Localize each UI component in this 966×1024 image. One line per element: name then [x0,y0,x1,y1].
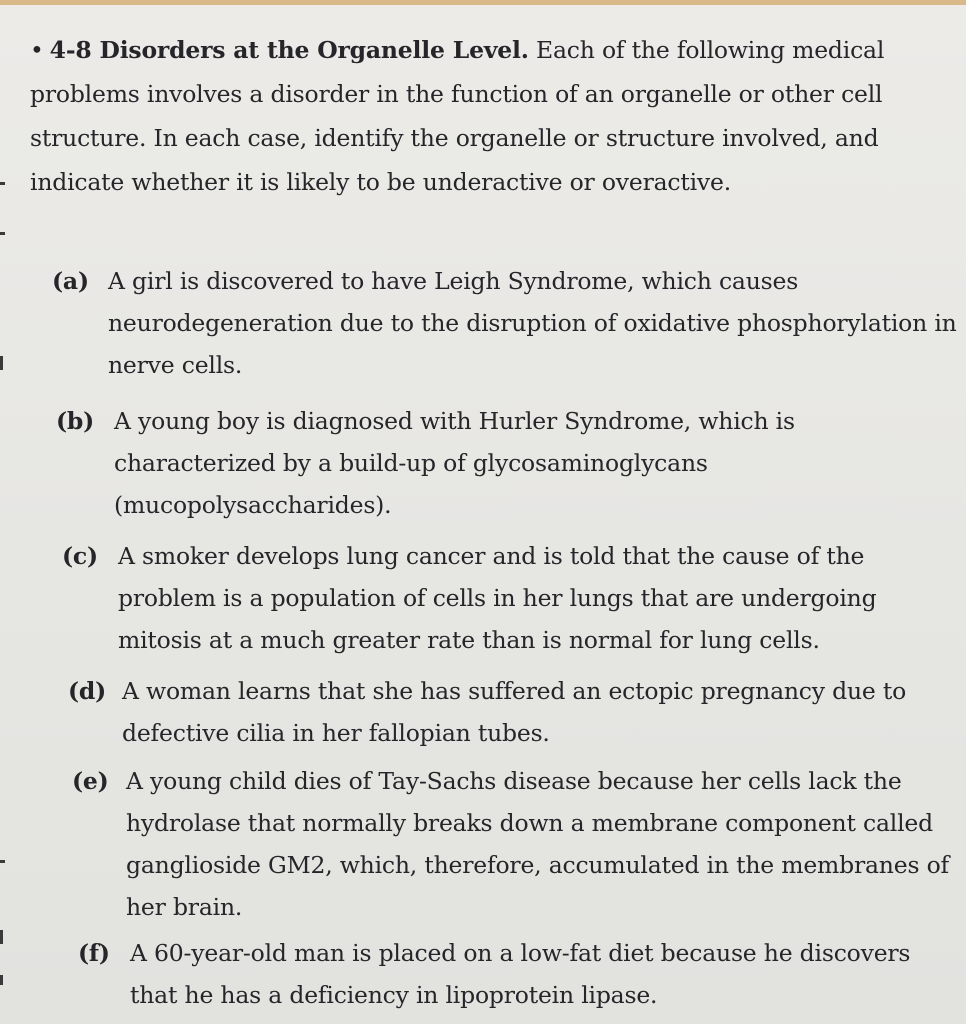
item-text: A young boy is diagnosed with Hurler Syndrome, which is characterized by a build-up of glycosaminoglycans (mucopolysaccharides). [114,407,795,519]
problem-item-a [52,260,962,386]
item-text: A young child dies of Tay-Sachs disease because her cells lack the hydrolase that normally breaks down a membrane component called ganglioside GM2, which, therefore, accumulated in the membranes of her brain. [126,767,950,921]
item-text: A woman learns that she has suffered an ectopic pregnancy due to defective cilia in her fallopian tubes. [122,677,907,747]
item-label: (d) [68,677,107,705]
item-text: A 60-year-old man is placed on a low-fat diet because he discovers that he has a deficiency in lipoprotein lipase. [130,939,911,1009]
problem-item-b [56,400,956,526]
item-text: A girl is discovered to have Leigh Syndrome, which causes neurodegeneration due to the disruption of oxidative phosphorylation in nerve cells. [108,267,957,379]
item-label: (c) [62,542,98,570]
bullet-icon: • [30,36,44,64]
item-label: (a) [52,267,89,295]
problem-intro [30,28,955,204]
item-label: (b) [56,407,95,435]
item-label: (f) [78,939,110,967]
item-text: A smoker develops lung cancer and is told that the cause of the problem is a population of cells in her lungs that are undergoing mitosis at a much greater rate than is normal for lung cells. [118,542,877,654]
problem-intro-text: Each of the following medical problems involves a disorder in the function of an organelle or other cell structure. In each case, identify the organelle or structure involved, and indicate whether it is likely to be underactive or overactive. [30,36,885,196]
problem-item-f [78,932,958,1016]
item-label: (e) [72,767,109,795]
problem-heading: 4-8 Disorders at the Organelle Level. [49,36,529,64]
problem-item-d [68,670,956,754]
problem-item-c [62,535,957,661]
problem-item-e [72,760,962,928]
